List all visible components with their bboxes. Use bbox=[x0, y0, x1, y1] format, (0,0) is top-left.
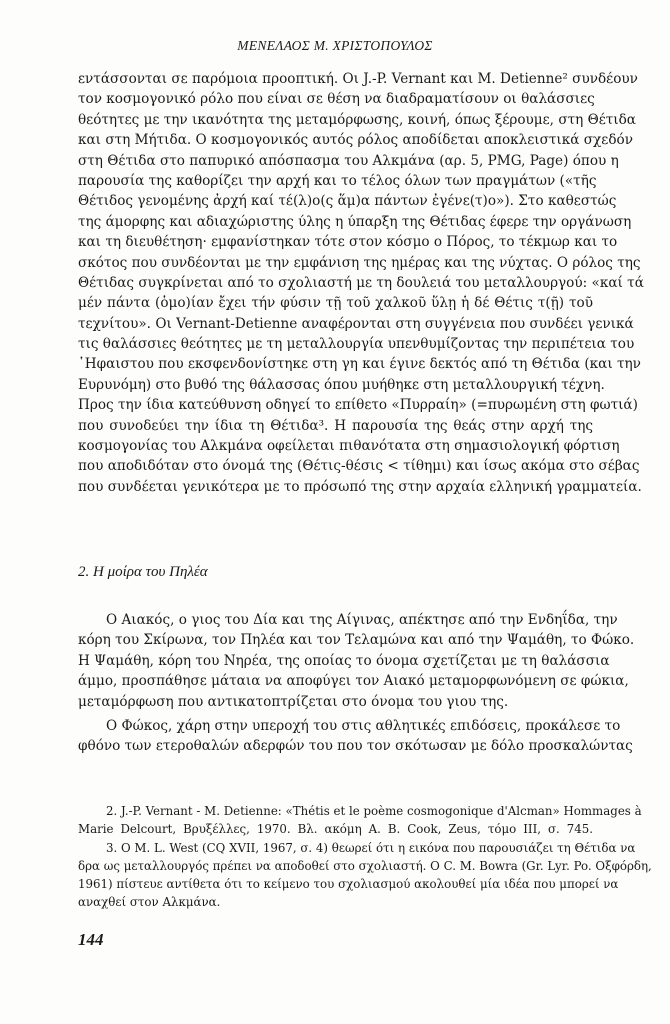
text-line: στη Θέτιδα στο παπυρικό απόσπασμα του Αλκμάνα (αρ. 5, PMG, Page) όπου η bbox=[78, 152, 619, 169]
text-line: εντάσσονται σε παρόμοια προοπτική. Οι J.-P. Vernant και M. Detienne² συνδέουν bbox=[78, 71, 638, 87]
text-line: θεότητες με την ικανότητα της μεταμόρφωσης, κοινή, όπως ξέρουμε, στη Θέτιδα bbox=[78, 111, 636, 128]
text-line: κόρη του Σκίρωνα, τον Πηλέα και τον Τελαμώνα και από την Ψαμάθη, το Φώκο. bbox=[78, 632, 635, 649]
text-line: Προς την ίδια κατεύθυνση οδηγεί το επίθετο «Πυρραίη» (=πυρωμένη στη φωτιά) bbox=[78, 397, 638, 414]
text-line: φθόνο των ετεροθαλών αδερφών του που τον σκότωσαν με δόλο προσκαλώντας bbox=[78, 738, 633, 755]
text-line: τεχνίτου». Οι Vernant-Detienne αναφέρονται στη συγγένεια που συνδέει γενικά bbox=[78, 315, 634, 332]
footnote-line: αναχθεί στον Αλκμάνα. bbox=[78, 895, 221, 910]
text-line: Ο Αιακός, ο γιος του Δία και της Αίγινας, απέκτησε από την Ενδηΐδα, την bbox=[106, 612, 618, 628]
page-number: 144 bbox=[78, 930, 104, 949]
text-line: τον κοσμογονικό ρόλο που είναι σε θέση να διαδραματίσουν οι θαλάσσιες bbox=[78, 91, 595, 108]
text-line: άμμο, προσπάθησε μάταια να αποφύγει τον Αιακό μεταμορφωνόμενη σε φώκια, bbox=[78, 673, 629, 690]
body-paragraph bbox=[78, 69, 644, 497]
text-line: που συνοδεύει την ίδια τη Θέτιδα³. Η παρουσία της θεάς στην αρχή της bbox=[78, 417, 593, 434]
footnote bbox=[78, 802, 642, 839]
text-line: της άμορφης και αδιαχώριστης ύλης η ύπαρξη της Θέτιδας έφερε την οργάνωση bbox=[78, 213, 632, 230]
footnote-line: 2. J.-P. Vernant - M. Detienne: «Thétis et le poème cosmogonique d'Alcman» Hommages à bbox=[106, 804, 642, 818]
text-line: σκότος που συνδέονται με την εμφάνιση της ημέρας και της νύχτας. Ο ρόλος της bbox=[78, 254, 641, 271]
text-line: και στη Μήτιδα. Ο κοσμογονικός αυτός ρόλος αποδίδεται αποκλειστικά σχεδόν bbox=[78, 132, 633, 149]
text-line: ῾Ηφαιστου που εκσφενδονίστηκε στη γη και έγινε δεκτός από τη Θέτιδα (και την bbox=[78, 356, 641, 373]
footnote bbox=[78, 839, 652, 912]
text-line: Ο Φώκος, χάρη στην υπεροχή του στις αθλητικές επιδόσεις, προκάλεσε το bbox=[106, 718, 621, 734]
running-head: ΜΕΝΕΛΑΟΣ Μ. ΧΡΙΣΤΟΠΟΥΛΟΣ bbox=[237, 38, 433, 53]
text-line: μεταμόρφωση που αντικατοπτρίζεται στο όνομα του γιου της. bbox=[78, 693, 509, 710]
text-line: και τη διευθέτηση· εμφανίστηκαν τότε στον κόσμο ο Πόρος, το τέκμωρ και το bbox=[78, 234, 618, 251]
footnote-line: δρα ως μεταλλουργός πρέπει να αποδοθεί στο σχολιαστή. Ο C. M. Bowra (Gr. Lyr. Po. Οξφόρδη, bbox=[78, 858, 652, 873]
text-line: μέν πάντα (ὁμο)ίαν ἔχει τήν φύσιν τῇ τοῦ χαλκοῦ ὕλῃ ἡ δέ Θέτις τ(ῇ) τοῦ bbox=[78, 295, 593, 312]
text-line: κοσμογονίας του Αλκμάνα οφείλεται πιθανότατα στη σημασιολογική φόρτιση bbox=[78, 438, 620, 455]
footnote-line: Marie Delcourt, Βρυξέλλες, 1970. Βλ. ακόμη A. B. Cook, Zeus, τόμο III, σ. 745. bbox=[78, 822, 593, 837]
footnotes bbox=[78, 802, 652, 912]
text-line: Θέτιδος γενομένης ἀρχή καί τέ(λ)ο(ς ἅμ)α πάντων ἐγένε(τ)ο»). Στο καθεστώς bbox=[78, 193, 617, 210]
text-line: παρουσία της καθορίζει την αρχή και το τέλος όλων των πραγμάτων («τῆς bbox=[78, 172, 597, 189]
text-line: που συνδέεται γενικότερα με το πρόσωπό της στην αρχαία ελληνική γραμματεία. bbox=[78, 478, 642, 495]
text-line: Θέτιδας συγκρίνεται από το σχολιαστή με τη δουλειά του μεταλλουργού: «καί τά bbox=[78, 274, 644, 291]
text-line: που αποδιδόταν στο όνομά της (Θέτις-θέσις < τίθημι) και ίσως ακόμα στο σέβας bbox=[78, 458, 640, 475]
text-line: τις θαλάσσιες θεότητες με τη μεταλλουργία υπενθυμίζοντας την περιπέτεια του bbox=[78, 336, 635, 353]
body-paragraph bbox=[78, 610, 635, 712]
footnote-line: 3. Ο M. L. West (CQ XVII, 1967, σ. 4) θεωρεί ότι η εικόνα που παρουσιάζει τη Θέτιδα να bbox=[106, 840, 636, 855]
body-paragraph bbox=[78, 716, 633, 757]
text-line: Η Ψαμάθη, κόρη του Νηρέα, της οποίας το όνομα σχετίζεται με τη θαλάσσια bbox=[78, 652, 610, 669]
footnote-line: 1961) πίστευε αντίθετα ότι το κείμενο του σχολιασμού ακολουθεί μία ιδέα που μπορεί να bbox=[78, 877, 619, 892]
text-line: Ευρυνόμη) στο βυθό της θάλασσας όπου μυήθηκε στη μεταλλουργική τέχνη. bbox=[78, 376, 605, 393]
section-heading: 2. Η μοίρα του Πηλέα bbox=[78, 564, 208, 580]
